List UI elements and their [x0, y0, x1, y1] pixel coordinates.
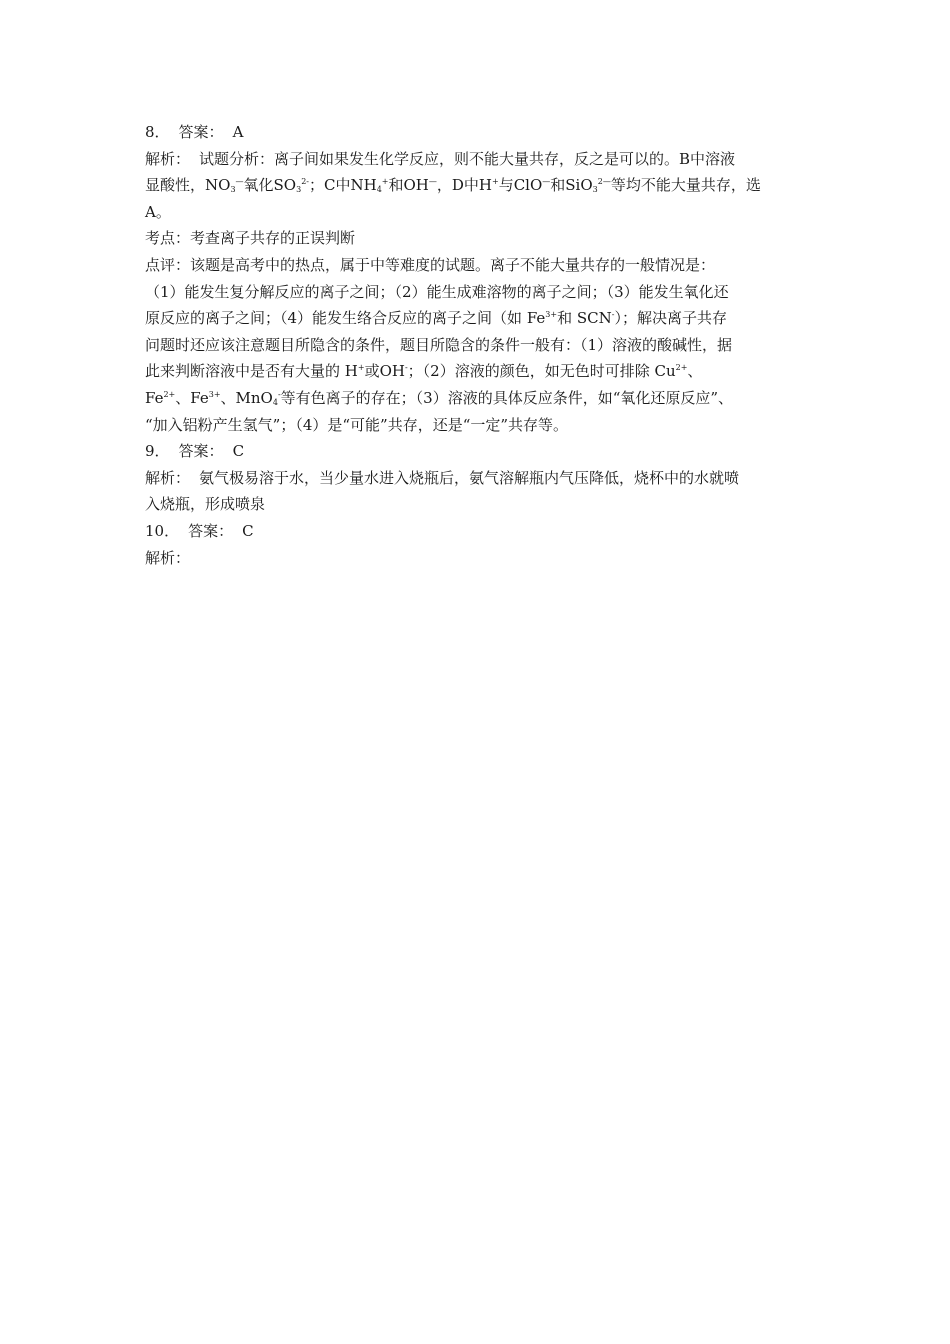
- superscript: +: [381, 177, 389, 187]
- q8-kaodian: 考点：考查离子共存的正误判断: [145, 229, 356, 248]
- q8-text: 和OH: [388, 176, 429, 195]
- q8-text: 等均不能大量共存，选: [610, 176, 761, 195]
- superscript: —: [428, 177, 437, 187]
- q9-answer-value: C: [232, 442, 245, 461]
- q10-answer-label: 答案：: [188, 521, 234, 540]
- superscript: +: [491, 177, 499, 187]
- q8-text: ）；解决离子共存: [614, 309, 727, 328]
- superscript: +: [357, 363, 365, 373]
- q8-answer-line: [145, 119, 813, 146]
- q8-text: 与ClO: [498, 176, 543, 195]
- q8-dianping-line-5: [145, 358, 813, 385]
- q8-dianping-line-6: [145, 385, 813, 412]
- superscript: 2+: [675, 363, 688, 373]
- q8-number: 8．: [145, 123, 170, 141]
- q8-dianping-line-3: [145, 305, 813, 332]
- q8-text: 显酸性，NO: [145, 176, 231, 195]
- q8-analysis-line-2: [145, 172, 813, 199]
- q8-dianping-line-1: 点评：该题是高考中的热点，属于中等难度的试题。离子不能大量共存的一般情况是：: [145, 255, 716, 274]
- q10-analysis-line: [145, 545, 813, 572]
- q8-dianping-line-2: （1）能发生复分解反应的离子之间；（2）能生成难溶物的离子之间；（3）能发生氧化还: [145, 282, 729, 301]
- q8-text: 原反应的离子之间；（4）能发生络合反应的离子之间（如 Fe: [145, 309, 546, 328]
- q8-text: 等有色离子的存在；（3）溶液的具体反应条件，如“氧化还原反应”、: [280, 388, 734, 407]
- subscript: 4: [376, 185, 382, 195]
- superscript: —: [235, 177, 244, 187]
- q8-analysis-line-3: A。: [145, 202, 171, 221]
- q10-answer-value: C: [242, 521, 254, 540]
- superscript: -: [404, 363, 408, 373]
- superscript: 3+: [208, 389, 221, 399]
- superscript: -: [277, 389, 281, 399]
- q8-text: 、Fe: [175, 388, 209, 407]
- q9-analysis-label: 解析：: [145, 468, 191, 487]
- superscript: 2-: [301, 177, 309, 187]
- q9-analysis-text: 氨气极易溶于水，当少量水进入烧瓶后，氨气溶解瓶内气压降低，烧杯中的水就喷: [199, 468, 740, 487]
- q8-text: 、: [687, 362, 703, 381]
- q10-analysis-label: 解析：: [145, 548, 191, 567]
- q8-text: 和 SCN: [557, 309, 612, 328]
- subscript: 3: [296, 185, 302, 195]
- q10-answer-line: [145, 518, 813, 545]
- q9-analysis-line-1: [145, 465, 813, 492]
- q8-text: 和SiO: [550, 176, 593, 195]
- superscript: —: [542, 177, 551, 187]
- q8-dianping-line-4: 问题时还应该注意题目所隐含的条件，题目所隐含的条件一般有：（1）溶液的酸碱性，据: [145, 335, 733, 354]
- q8-analysis-text: 试题分析：离子间如果发生化学反应，则不能大量共存，反之是可以的。B中溶液: [199, 149, 736, 168]
- q8-text: 、MnO: [220, 388, 273, 407]
- q8-text: ；C中NH: [309, 176, 377, 195]
- subscript: 3: [230, 185, 236, 195]
- q9-answer-line: [145, 438, 813, 465]
- q9-answer-label: 答案：: [178, 442, 224, 461]
- q8-dianping-line-7: “加入铝粉产生氢气”；（4）是“可能”共存，还是“一定”共存等。: [145, 415, 569, 434]
- q10-number: 10．: [145, 521, 180, 540]
- subscript: 3: [592, 185, 598, 195]
- subscript: 4: [272, 397, 278, 407]
- q8-text: Fe: [145, 388, 164, 407]
- q8-analysis-line-1: [145, 146, 813, 173]
- superscript: 3+: [545, 310, 558, 320]
- q9-number: 9．: [145, 442, 170, 461]
- q8-text: ；（2）溶液的颜色，如无色时可排除 Cu: [407, 362, 676, 381]
- q8-answer-label: 答案：: [178, 123, 224, 141]
- superscript: 2—: [597, 177, 611, 187]
- superscript: -: [611, 310, 615, 320]
- q8-answer-value: A: [232, 123, 244, 141]
- answer-content: [145, 119, 813, 571]
- q8-analysis-label: 解析：: [145, 149, 191, 168]
- superscript: 2+: [163, 389, 176, 399]
- q8-text: 此来判断溶液中是否有大量的 H: [145, 362, 358, 381]
- q8-text: ，D中H: [436, 176, 492, 195]
- q8-text: 或OH: [364, 362, 405, 381]
- q8-text: 氧化SO: [243, 176, 297, 195]
- q9-analysis-line-2: 入烧瓶，形成喷泉: [145, 495, 266, 514]
